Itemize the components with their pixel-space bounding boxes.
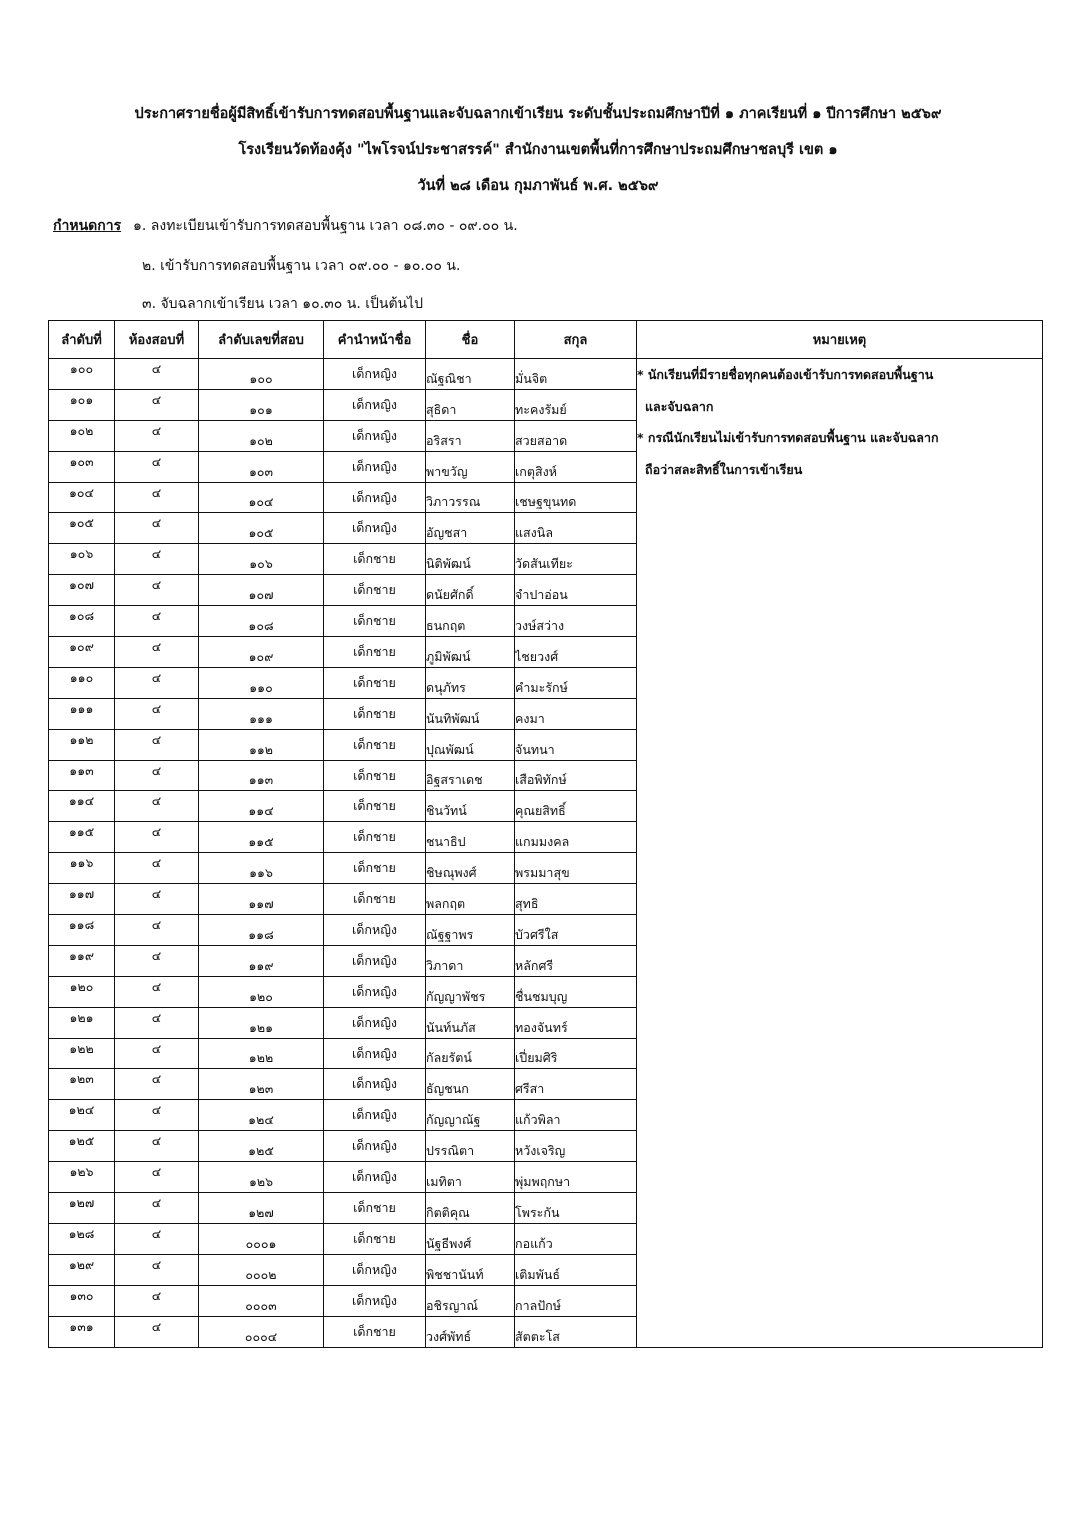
cell-order: ๑๒๑ [49,1007,115,1038]
cell-first-name: อริสรา [426,420,515,451]
cell-last-name: เปี่ยมศิริ [515,1038,637,1069]
cell-room: ๔ [115,884,199,915]
cell-first-name: เมทิตา [426,1162,515,1193]
cell-first-name: ชินวัทน์ [426,791,515,822]
cell-room: ๔ [115,1223,199,1254]
cell-order: ๑๑๓ [49,760,115,791]
cell-exam-number: ๑๒๑ [199,1007,324,1038]
cell-order: ๑๑๖ [49,853,115,884]
cell-prefix: เด็กหญิง [324,976,426,1007]
col-header-room: ห้องสอบที่ [115,321,199,359]
cell-last-name: พุ่มพฤกษา [515,1162,637,1193]
cell-last-name: วงษ์สว่าง [515,606,637,637]
cell-first-name: ธัญชนก [426,1069,515,1100]
cell-last-name: บัวศรีใส [515,915,637,946]
cell-prefix: เด็กชาย [324,1316,426,1347]
cell-exam-number: ๑๐๐ [199,359,324,390]
col-header-first-name: ชื่อ [426,321,515,359]
cell-exam-number: ๑๐๘ [199,606,324,637]
cell-prefix: เด็กชาย [324,760,426,791]
cell-exam-number: ๐๐๐๑ [199,1223,324,1254]
cell-last-name: แสงนิล [515,513,637,544]
cell-first-name: วงศ์พัทธ์ [426,1316,515,1347]
cell-exam-number: ๑๑๖ [199,853,324,884]
cell-order: ๑๐๐ [49,359,115,390]
table-body [49,359,1043,1348]
cell-prefix: เด็กหญิง [324,1100,426,1131]
cell-last-name: สุทธิ [515,884,637,915]
cell-prefix: เด็กหญิง [324,1131,426,1162]
cell-order: ๑๒๕ [49,1131,115,1162]
cell-last-name: เสือพิทักษ์ [515,760,637,791]
cell-room: ๔ [115,729,199,760]
cell-prefix: เด็กหญิง [324,389,426,420]
cell-last-name: คำมะรักษ์ [515,667,637,698]
cell-last-name: คงมา [515,698,637,729]
cell-exam-number: ๑๐๙ [199,637,324,668]
cell-exam-number: ๑๑๕ [199,822,324,853]
cell-first-name: ชิษณุพงศ์ [426,853,515,884]
cell-prefix: เด็กชาย [324,884,426,915]
cell-first-name: ภูมิพัฒน์ [426,637,515,668]
cell-last-name: คุณยสิทธิ์ [515,791,637,822]
cell-prefix: เด็กหญิง [324,359,426,390]
cell-prefix: เด็กหญิง [324,1069,426,1100]
cell-exam-number: ๑๒๔ [199,1100,324,1131]
cell-first-name: กัญญาณัฐ [426,1100,515,1131]
cell-room: ๔ [115,606,199,637]
school-name: โรงเรียนวัดท้องคุ้ง "ไพโรจน์ประชาสรรค์" สำนักงานเขตพื้นที่การศึกษาประถมศึกษาชลบุรี เขต ๑ [238,142,838,158]
cell-order: ๑๒๔ [49,1100,115,1131]
cell-first-name: ปรรณิตา [426,1131,515,1162]
cell-first-name: อิฐสราเดช [426,760,515,791]
cell-first-name: ดนุภัทร [426,667,515,698]
cell-room: ๔ [115,482,199,513]
cell-exam-number: ๑๐๑ [199,389,324,420]
cell-first-name: นัฐธีพงศ์ [426,1223,515,1254]
cell-exam-number: ๑๑๒ [199,729,324,760]
cell-exam-number: ๑๒๖ [199,1162,324,1193]
col-header-last-name: สกุล [515,321,637,359]
cell-exam-number: ๑๐๓ [199,451,324,482]
cell-order: ๑๑๙ [49,945,115,976]
cell-order: ๑๑๐ [49,667,115,698]
cell-first-name: พาขวัญ [426,451,515,482]
cell-room: ๔ [115,1131,199,1162]
cell-room: ๔ [115,853,199,884]
cell-last-name: หลักศรี [515,945,637,976]
cell-last-name: มั่นจิต [515,359,637,390]
cell-room: ๔ [115,513,199,544]
cell-order: ๑๑๑ [49,698,115,729]
cell-room: ๔ [115,1254,199,1285]
cell-prefix: เด็กชาย [324,698,426,729]
cell-first-name: นันทิพัฒน์ [426,698,515,729]
cell-prefix: เด็กชาย [324,575,426,606]
cell-prefix: เด็กชาย [324,637,426,668]
cell-order: ๑๐๓ [49,451,115,482]
cell-prefix: เด็กหญิง [324,513,426,544]
cell-room: ๔ [115,1007,199,1038]
cell-exam-number: ๑๑๓ [199,760,324,791]
cell-exam-number: ๐๐๐๒ [199,1254,324,1285]
cell-exam-number: ๑๐๗ [199,575,324,606]
cell-last-name: จำปาอ่อน [515,575,637,606]
cell-last-name: สวยสอาด [515,420,637,451]
cell-room: ๔ [115,915,199,946]
cell-exam-number: ๑๒๒ [199,1038,324,1069]
cell-room: ๔ [115,760,199,791]
cell-first-name: อชิรญาณ์ [426,1285,515,1316]
announcement-date: วันที่ ๒๘ เดือน กุมภาพันธ์ พ.ศ. ๒๕๖๙ [417,178,659,194]
remarks-cell [637,359,1043,1348]
cell-last-name: ไชยวงศ์ [515,637,637,668]
cell-last-name: เชษฐขุนทด [515,482,637,513]
cell-last-name: สัตตะโส [515,1316,637,1347]
cell-room: ๔ [115,637,199,668]
cell-room: ๔ [115,976,199,1007]
cell-room: ๔ [115,1285,199,1316]
cell-room: ๔ [115,698,199,729]
cell-first-name: ธนกฤต [426,606,515,637]
cell-first-name: วิภาดา [426,945,515,976]
cell-order: ๑๐๑ [49,389,115,420]
cell-first-name: พลกฤต [426,884,515,915]
cell-order: ๑๒๖ [49,1162,115,1193]
cell-first-name: ดนัยศักดิ์ [426,575,515,606]
cell-prefix: เด็กหญิง [324,1162,426,1193]
remark-note-2: * กรณีนักเรียนไม่เข้ารับการทดสอบพื้นฐาน และจับฉลาก [637,430,939,445]
cell-last-name: กอแก้ว [515,1223,637,1254]
cell-prefix: เด็กชาย [324,791,426,822]
schedule-item-test: ๒. เข้ารับการทดสอบพื้นฐาน เวลา ๐๙.๐๐ - ๑๐.๐๐ น. [142,258,461,274]
cell-order: ๑๐๕ [49,513,115,544]
cell-first-name: สุธิดา [426,389,515,420]
cell-order: ๑๒๒ [49,1038,115,1069]
remark-note-2-continued: ถือว่าสละสิทธิ์ในการเข้าเรียน [645,461,803,477]
cell-exam-number: ๑๒๗ [199,1193,324,1224]
cell-exam-number: ๑๐๔ [199,482,324,513]
cell-exam-number: ๑๑๑ [199,698,324,729]
cell-prefix: เด็กหญิง [324,451,426,482]
cell-exam-number: ๑๐๕ [199,513,324,544]
cell-order: ๑๐๔ [49,482,115,513]
cell-room: ๔ [115,1100,199,1131]
cell-first-name: วิภาวรรณ [426,482,515,513]
cell-order: ๑๒๓ [49,1069,115,1100]
col-header-order: ลำดับที่ [49,321,115,359]
cell-last-name: เติมพันธ์ [515,1254,637,1285]
cell-first-name: ชนาธิป [426,822,515,853]
cell-prefix: เด็กชาย [324,1223,426,1254]
cell-prefix: เด็กหญิง [324,1254,426,1285]
cell-prefix: เด็กหญิง [324,1007,426,1038]
cell-room: ๔ [115,420,199,451]
cell-first-name: นันท์นภัส [426,1007,515,1038]
cell-first-name: อัญชสา [426,513,515,544]
cell-prefix: เด็กหญิง [324,1038,426,1069]
cell-exam-number: ๑๒๕ [199,1131,324,1162]
cell-order: ๑๓๐ [49,1285,115,1316]
schedule-item-registration: ๑. ลงทะเบียนเข้ารับการทดสอบพื้นฐาน เวลา ๐๘.๓๐ - ๐๙.๐๐ น. [133,218,518,234]
table-header-row [49,321,1043,359]
cell-room: ๔ [115,359,199,390]
cell-room: ๔ [115,575,199,606]
cell-first-name: กิตติคุณ [426,1193,515,1224]
cell-prefix: เด็กหญิง [324,945,426,976]
cell-exam-number: ๑๑๔ [199,791,324,822]
cell-order: ๑๐๙ [49,637,115,668]
cell-exam-number: ๐๐๐๓ [199,1285,324,1316]
cell-order: ๑๐๘ [49,606,115,637]
cell-first-name: พิชชานันท์ [426,1254,515,1285]
cell-room: ๔ [115,1316,199,1347]
remark-note-1: * นักเรียนที่มีรายชื่อทุกคนต้องเข้ารับการทดสอบพื้นฐาน [637,367,934,382]
remark-note-1-continued: และจับฉลาก [645,398,714,414]
cell-first-name: ณัฐฐาพร [426,915,515,946]
student-roster-table [48,320,1043,1348]
cell-room: ๔ [115,389,199,420]
announcement-title: ประกาศรายชื่อผู้มีสิทธิ์เข้ารับการทดสอบพื้นฐานและจับฉลากเข้าเรียน ระดับชั้นประถมศึกษาปีที่ ๑ ภาคเรียนที่ ๑ ปีการศึกษา ๒๕๖๙ [134,106,942,122]
cell-order: ๑๑๗ [49,884,115,915]
cell-prefix: เด็กชาย [324,729,426,760]
cell-room: ๔ [115,544,199,575]
cell-room: ๔ [115,1193,199,1224]
cell-room: ๔ [115,451,199,482]
cell-order: ๑๑๒ [49,729,115,760]
cell-order: ๑๓๑ [49,1316,115,1347]
cell-last-name: โพระกัน [515,1193,637,1224]
cell-exam-number: ๑๑๘ [199,915,324,946]
cell-exam-number: ๑๐๒ [199,420,324,451]
cell-last-name: เกตุสิงห์ [515,451,637,482]
cell-order: ๑๒๙ [49,1254,115,1285]
cell-first-name: ณัฐณิชา [426,359,515,390]
cell-prefix: เด็กหญิง [324,482,426,513]
cell-exam-number: ๑๒๐ [199,976,324,1007]
cell-prefix: เด็กหญิง [324,1285,426,1316]
cell-last-name: กาลปักษ์ [515,1285,637,1316]
cell-last-name: ชื่นชมบุญ [515,976,637,1007]
table-row [49,359,1043,390]
schedule-label: กำหนดการ [53,218,122,234]
cell-last-name: แกมมงคล [515,822,637,853]
col-header-exam-number: ลำดับเลขที่สอบ [199,321,324,359]
cell-exam-number: ๑๒๓ [199,1069,324,1100]
cell-exam-number: ๑๑๙ [199,945,324,976]
cell-prefix: เด็กชาย [324,1193,426,1224]
cell-room: ๔ [115,945,199,976]
cell-first-name: นิติพัฒน์ [426,544,515,575]
cell-prefix: เด็กชาย [324,667,426,698]
cell-order: ๑๒๐ [49,976,115,1007]
cell-last-name: ทองจันทร์ [515,1007,637,1038]
cell-last-name: แก้วพิลา [515,1100,637,1131]
cell-first-name: กัลยรัตน์ [426,1038,515,1069]
cell-order: ๑๐๖ [49,544,115,575]
cell-order: ๑๒๗ [49,1193,115,1224]
cell-order: ๑๐๒ [49,420,115,451]
cell-prefix: เด็กชาย [324,544,426,575]
cell-order: ๑๑๔ [49,791,115,822]
cell-room: ๔ [115,791,199,822]
cell-room: ๔ [115,667,199,698]
cell-prefix: เด็กชาย [324,822,426,853]
cell-last-name: จันทนา [515,729,637,760]
cell-order: ๑๑๘ [49,915,115,946]
cell-last-name: พรมมาสุข [515,853,637,884]
cell-exam-number: ๑๑๗ [199,884,324,915]
cell-prefix: เด็กชาย [324,853,426,884]
schedule-item-lottery: ๓. จับฉลากเข้าเรียน เวลา ๑๐.๓๐ น. เป็นต้นไป [142,296,424,312]
cell-prefix: เด็กหญิง [324,420,426,451]
cell-first-name: กัญญาพัชร [426,976,515,1007]
cell-room: ๔ [115,1069,199,1100]
cell-exam-number: ๑๐๖ [199,544,324,575]
cell-room: ๔ [115,1038,199,1069]
cell-exam-number: ๑๑๐ [199,667,324,698]
cell-last-name: ศรีสา [515,1069,637,1100]
cell-order: ๑๒๘ [49,1223,115,1254]
cell-last-name: ทะคงรัมย์ [515,389,637,420]
cell-room: ๔ [115,1162,199,1193]
cell-exam-number: ๐๐๐๔ [199,1316,324,1347]
cell-order: ๑๑๕ [49,822,115,853]
col-header-remarks: หมายเหตุ [637,321,1043,359]
cell-prefix: เด็กหญิง [324,915,426,946]
cell-order: ๑๐๗ [49,575,115,606]
cell-prefix: เด็กชาย [324,606,426,637]
cell-last-name: วัดสันเทียะ [515,544,637,575]
cell-first-name: ปุณพัฒน์ [426,729,515,760]
cell-room: ๔ [115,822,199,853]
cell-last-name: หวังเจริญ [515,1131,637,1162]
col-header-prefix: คำนำหน้าชื่อ [324,321,426,359]
